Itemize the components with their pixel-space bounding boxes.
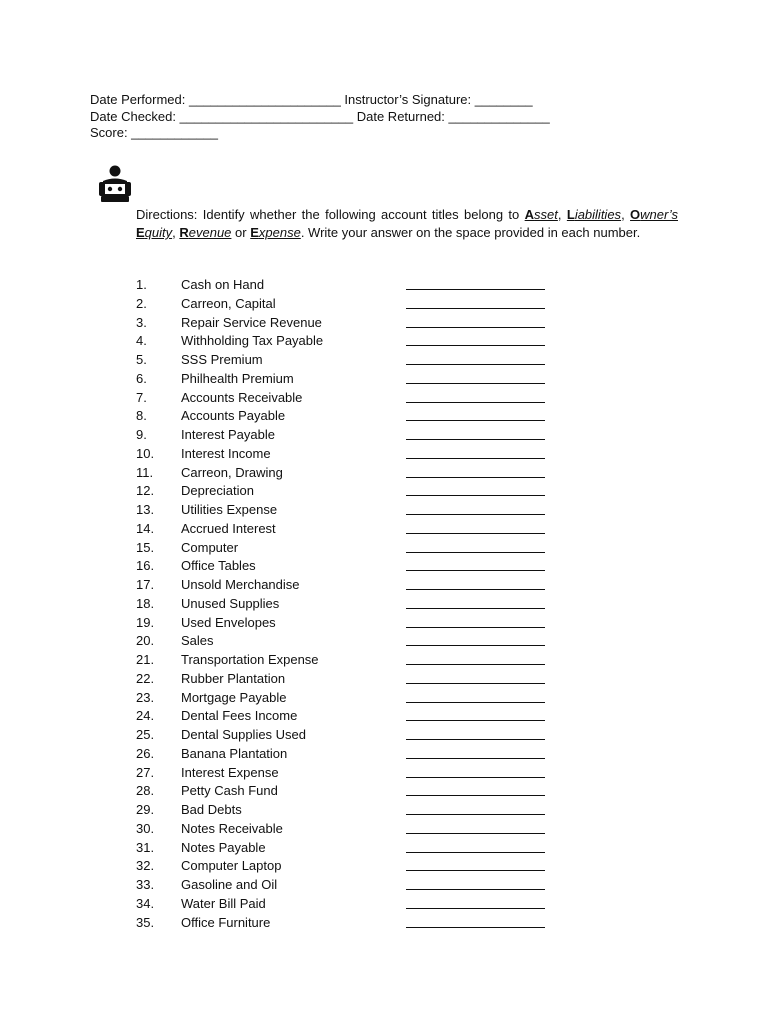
- answer-blank[interactable]: [406, 927, 545, 928]
- account-title: Notes Payable: [181, 839, 266, 855]
- account-title: Accounts Receivable: [181, 389, 303, 405]
- account-titles-list: [136, 276, 556, 932]
- item-number: 29.: [136, 802, 155, 817]
- account-title: Gasoline and Oil: [181, 877, 278, 892]
- account-title: Carreon, Capital: [181, 295, 276, 311]
- item-number: 19.: [136, 614, 155, 630]
- list-item: [136, 614, 556, 633]
- item-number: 3.: [136, 314, 147, 330]
- list-item: [136, 839, 556, 858]
- item-number: 35.: [136, 914, 155, 930]
- account-title: Accounts Payable: [181, 408, 286, 424]
- item-number: 21.: [136, 652, 155, 667]
- list-item: [136, 314, 556, 333]
- list-item: [136, 801, 556, 820]
- account-title: Notes Receivable: [181, 820, 283, 836]
- answer-blank[interactable]: [406, 533, 545, 534]
- account-title: Banana Plantation: [181, 745, 288, 761]
- answer-blank[interactable]: [406, 627, 545, 628]
- account-title: Computer: [181, 539, 239, 555]
- list-item: [136, 632, 556, 651]
- item-number: 30.: [136, 820, 155, 836]
- list-item: [136, 389, 556, 408]
- list-item: [136, 276, 556, 295]
- list-item: [136, 895, 556, 914]
- answer-blank[interactable]: [406, 327, 545, 328]
- list-item: [136, 914, 556, 933]
- item-number: 24.: [136, 708, 155, 724]
- list-item: [136, 539, 556, 558]
- item-number: 27.: [136, 764, 155, 780]
- answer-blank[interactable]: [406, 589, 545, 590]
- list-item: [136, 557, 556, 576]
- item-number: 16.: [136, 558, 155, 574]
- answer-blank[interactable]: [406, 458, 545, 459]
- list-item: [136, 407, 556, 426]
- list-item: [136, 670, 556, 689]
- item-number: 11.: [136, 464, 154, 480]
- item-number: 5.: [136, 352, 147, 367]
- item-number: 22.: [136, 670, 155, 686]
- score-line: Score: ____________: [90, 125, 218, 140]
- account-title: Accrued Interest: [181, 520, 276, 536]
- list-item: [136, 520, 556, 539]
- answer-blank[interactable]: [406, 908, 545, 909]
- answer-blank[interactable]: [406, 889, 545, 890]
- item-number: 17.: [136, 577, 155, 592]
- item-number: 4.: [136, 333, 147, 349]
- item-number: 15.: [136, 539, 155, 555]
- answer-blank[interactable]: [406, 570, 545, 571]
- account-title: Dental Supplies Used: [181, 727, 307, 742]
- list-item: [136, 745, 556, 764]
- answer-blank[interactable]: [406, 552, 545, 553]
- account-title: Unused Supplies: [181, 595, 280, 611]
- list-item: [136, 426, 556, 445]
- answer-blank[interactable]: [406, 608, 545, 609]
- account-title: Carreon, Drawing: [181, 464, 283, 480]
- item-number: 18.: [136, 595, 155, 611]
- item-number: 8.: [136, 408, 147, 424]
- answer-blank[interactable]: [406, 420, 545, 421]
- item-number: 13.: [136, 502, 155, 517]
- answer-blank[interactable]: [406, 402, 545, 403]
- directions-paragraph: Directions: Identify whether the following account titles belong to Asset, Liabilities, Owner’s Equity, Revenue or Expense. Write your answer on the space provided in each number.: [136, 207, 678, 240]
- account-title: Petty Cash Fund: [181, 783, 278, 799]
- answer-blank[interactable]: [406, 439, 545, 440]
- list-item: [136, 764, 556, 783]
- date-checked-line: Date Checked: ________________________ Date Returned: ______________: [90, 108, 550, 124]
- answer-blank[interactable]: [406, 777, 545, 778]
- answer-blank[interactable]: [406, 495, 545, 496]
- item-number: 12.: [136, 483, 155, 499]
- account-title: Depreciation: [181, 483, 254, 499]
- worksheet-header: [90, 92, 550, 142]
- answer-blank[interactable]: [406, 477, 545, 478]
- answer-blank[interactable]: [406, 364, 545, 365]
- account-title: Water Bill Paid: [181, 895, 266, 911]
- list-item: [136, 370, 556, 389]
- answer-blank[interactable]: [406, 795, 545, 796]
- list-item: [136, 651, 556, 670]
- account-title: Interest Expense: [181, 764, 279, 780]
- item-number: 25.: [136, 727, 155, 742]
- account-title: Office Furniture: [181, 914, 271, 930]
- answer-blank[interactable]: [406, 308, 545, 309]
- answer-blank[interactable]: [406, 852, 545, 853]
- answer-blank[interactable]: [406, 514, 545, 515]
- item-number: 23.: [136, 689, 155, 705]
- answer-blank[interactable]: [406, 739, 545, 740]
- answer-blank[interactable]: [406, 702, 545, 703]
- answer-blank[interactable]: [406, 870, 545, 871]
- item-number: 20.: [136, 633, 155, 649]
- account-title: Interest Payable: [181, 427, 275, 442]
- list-item: [136, 351, 556, 370]
- account-title: Repair Service Revenue: [181, 314, 322, 330]
- item-number: 26.: [136, 745, 155, 761]
- item-number: 6.: [136, 370, 147, 386]
- account-title: Philhealth Premium: [181, 370, 294, 386]
- account-title: Withholding Tax Payable: [181, 333, 324, 349]
- item-number: 14.: [136, 520, 155, 536]
- item-number: 1.: [136, 277, 147, 292]
- item-number: 9.: [136, 427, 147, 442]
- list-item: [136, 782, 556, 801]
- item-number: 28.: [136, 783, 155, 799]
- list-item: [136, 726, 556, 745]
- account-title: Utilities Expense: [181, 502, 278, 517]
- account-title: Interest Income: [181, 445, 271, 461]
- list-item: [136, 482, 556, 501]
- list-item: [136, 820, 556, 839]
- answer-blank[interactable]: [406, 758, 545, 759]
- answer-blank[interactable]: [406, 683, 545, 684]
- list-item: [136, 464, 556, 483]
- item-number: 34.: [136, 895, 155, 911]
- account-title: Rubber Plantation: [181, 670, 286, 686]
- answer-blank[interactable]: [406, 833, 545, 834]
- list-item: [136, 707, 556, 726]
- answer-blank[interactable]: [406, 345, 545, 346]
- account-title: Cash on Hand: [181, 277, 265, 292]
- answer-blank[interactable]: [406, 720, 545, 721]
- account-title: Used Envelopes: [181, 614, 276, 630]
- item-number: 33.: [136, 877, 155, 892]
- account-title: Unsold Merchandise: [181, 577, 300, 592]
- answer-blank[interactable]: [406, 289, 545, 290]
- account-title: Bad Debts: [181, 802, 242, 817]
- account-title: Dental Fees Income: [181, 708, 298, 724]
- list-item: [136, 595, 556, 614]
- answer-blank[interactable]: [406, 645, 545, 646]
- list-item: [136, 501, 556, 520]
- answer-blank[interactable]: [406, 814, 545, 815]
- answer-blank[interactable]: [406, 383, 545, 384]
- account-title: Sales: [181, 633, 214, 649]
- date-performed-line: Date Performed: _____________________ Instructor’s Signature: ________: [90, 92, 533, 107]
- account-title: Transportation Expense: [181, 652, 319, 667]
- item-number: 32.: [136, 858, 155, 874]
- item-number: 7.: [136, 389, 147, 405]
- item-number: 10.: [136, 445, 155, 461]
- account-title: Mortgage Payable: [181, 689, 287, 705]
- list-item: [136, 876, 556, 895]
- list-item: [136, 689, 556, 708]
- list-item: [136, 295, 556, 314]
- account-title: SSS Premium: [181, 352, 263, 367]
- account-title: Office Tables: [181, 558, 256, 574]
- account-title: Computer Laptop: [181, 858, 282, 874]
- answer-blank[interactable]: [406, 664, 545, 665]
- list-item: [136, 332, 556, 351]
- item-number: 2.: [136, 295, 147, 311]
- list-item: [136, 445, 556, 464]
- item-number: 31.: [136, 839, 155, 855]
- list-item: [136, 576, 556, 595]
- list-item: [136, 857, 556, 876]
- reading-person-icon: [97, 164, 133, 204]
